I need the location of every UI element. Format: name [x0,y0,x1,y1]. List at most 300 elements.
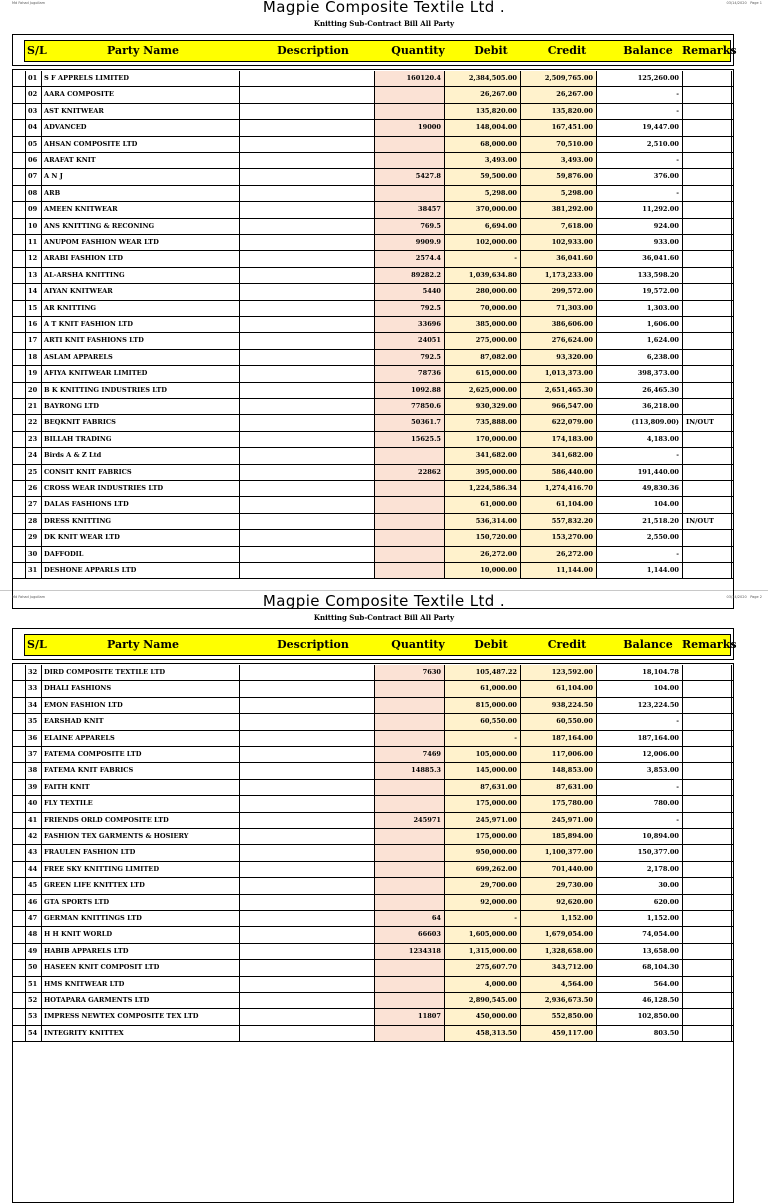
balance-cell: 102,850.00 [596,1009,682,1024]
table-body [12,663,734,1203]
debit-cell: 26,272.00 [444,547,520,562]
credit-cell: 966,547.00 [520,399,596,414]
balance-cell: 1,624.00 [596,333,682,348]
debit-cell: 2,890,545.00 [444,993,520,1008]
description-cell [239,993,374,1008]
quantity-cell: 792.5 [374,350,444,365]
quantity-cell: 77850.6 [374,399,444,414]
description-cell [239,665,374,680]
debit-cell: 6,694.00 [444,219,520,234]
remarks-cell [682,845,732,860]
party-name-cell: A N J [41,169,239,184]
table-header-box [12,34,737,66]
col-sl-cell: 04 [25,120,41,135]
remarks-cell [682,186,732,201]
header-remarks: Remarks [682,44,737,57]
party-name-cell: AST KNITWEAR [41,104,239,119]
header-sl: S/L [27,44,47,57]
quantity-cell [374,153,444,168]
credit-cell: 36,041.60 [520,251,596,266]
debit-cell: 815,000.00 [444,698,520,713]
balance-cell: 46,128.50 [596,993,682,1008]
header-quantity: Quantity [391,44,445,57]
col-sl-cell: 52 [25,993,41,1008]
remarks-cell [682,448,732,463]
debit-cell: 950,000.00 [444,845,520,860]
remarks-cell [682,235,732,250]
party-name-cell: AARA COMPOSITE [41,87,239,102]
party-name-cell: AR KNITTING [41,301,239,316]
table-row [13,547,733,563]
description-cell [239,698,374,713]
table-row [13,1026,733,1042]
remarks-cell [682,862,732,877]
quantity-cell [374,780,444,795]
debit-cell: 450,000.00 [444,1009,520,1024]
balance-cell: 376.00 [596,169,682,184]
table-row [13,383,733,399]
remarks-cell: IN/OUT [682,415,732,430]
balance-cell: 1,303.00 [596,301,682,316]
credit-cell: 3,493.00 [520,153,596,168]
table-header-box [12,628,737,660]
credit-cell: 276,624.00 [520,333,596,348]
quantity-cell [374,878,444,893]
col-sl-cell: 12 [25,251,41,266]
credit-cell: 11,144.00 [520,563,596,578]
description-cell [239,1026,374,1041]
party-name-cell: ARAFAT KNIT [41,153,239,168]
debit-cell: 370,000.00 [444,202,520,217]
credit-cell: 622,079.00 [520,415,596,430]
quantity-cell [374,137,444,152]
quantity-cell [374,104,444,119]
debit-cell: 175,000.00 [444,829,520,844]
quantity-cell: 22862 [374,465,444,480]
debit-cell: - [444,251,520,266]
debit-cell: 68,000.00 [444,137,520,152]
col-sl-cell: 31 [25,563,41,578]
description-cell [239,862,374,877]
party-name-cell: BAYRONG LTD [41,399,239,414]
credit-cell: 1,679,054.00 [520,927,596,942]
party-name-cell: AL-ARSHA KNITTING [41,268,239,283]
remarks-cell [682,547,732,562]
credit-cell: 117,006.00 [520,747,596,762]
remarks-cell [682,284,732,299]
remarks-cell [682,87,732,102]
table-row [13,284,733,300]
credit-cell: 26,272.00 [520,547,596,562]
party-name-cell: AFIYA KNITWEAR LIMITED [41,366,239,381]
col-sl-cell: 18 [25,350,41,365]
balance-cell: 104.00 [596,497,682,512]
col-sl-cell: 19 [25,366,41,381]
remarks-cell [682,120,732,135]
header-author: Md Fahad Jugollam [12,595,46,599]
header-date: 03/14/2020 [726,1,747,5]
credit-cell: 174,183.00 [520,432,596,447]
debit-cell: 2,384,505.00 [444,71,520,86]
description-cell [239,350,374,365]
balance-cell: 74,054.00 [596,927,682,942]
party-name-cell: AMEEN KNITWEAR [41,202,239,217]
table-row [13,927,733,943]
remarks-cell [682,895,732,910]
party-name-cell: Birds A & Z Ltd [41,448,239,463]
remarks-cell [682,813,732,828]
party-name-cell: EMON FASHION LTD [41,698,239,713]
header-page-number: Page 1 [750,1,762,5]
credit-cell: 26,267.00 [520,87,596,102]
remarks-cell [682,317,732,332]
debit-cell: 87,082.00 [444,350,520,365]
remarks-cell [682,219,732,234]
quantity-cell [374,993,444,1008]
balance-cell: 36,218.00 [596,399,682,414]
remarks-cell [682,1009,732,1024]
col-sl-cell: 01 [25,71,41,86]
table-row [13,235,733,251]
party-name-cell: DRESS KNITTING [41,514,239,529]
header-sl: S/L [27,638,47,651]
balance-cell: 49,830.36 [596,481,682,496]
header-date: 03/14/2020 [726,595,747,599]
credit-cell: 185,894.00 [520,829,596,844]
quantity-cell: 14885.3 [374,763,444,778]
report-subtitle: Knitting Sub-Contract Bill All Party [313,19,455,28]
table-row [13,219,733,235]
party-name-cell: HABIB APPARELS LTD [41,944,239,959]
col-sl-cell: 09 [25,202,41,217]
remarks-cell [682,563,732,578]
header-credit: Credit [547,44,587,57]
col-sl-cell: 44 [25,862,41,877]
balance-cell: 2,510.00 [596,137,682,152]
table-row [13,169,733,185]
party-name-cell: BILLAH TRADING [41,432,239,447]
quantity-cell: 5440 [374,284,444,299]
credit-cell: 381,292.00 [520,202,596,217]
party-name-cell: B K KNITTING INDUSTRIES LTD [41,383,239,398]
table-row [13,137,733,153]
quantity-cell [374,714,444,729]
remarks-cell [682,153,732,168]
description-cell [239,530,374,545]
debit-cell: - [444,911,520,926]
remarks-cell [682,497,732,512]
description-cell [239,731,374,746]
credit-cell: 92,620.00 [520,895,596,910]
description-cell [239,137,374,152]
description-cell [239,104,374,119]
report-title: Magpie Composite Textile Ltd . [262,0,506,16]
col-sl-cell: 23 [25,432,41,447]
remarks-cell [682,383,732,398]
debit-cell: 70,000.00 [444,301,520,316]
credit-cell: 386,606.00 [520,317,596,332]
credit-cell: 93,320.00 [520,350,596,365]
description-cell [239,944,374,959]
col-sl-cell: 40 [25,796,41,811]
debit-cell: 930,329.00 [444,399,520,414]
party-name-cell: INTEGRITY KNITTEX [41,1026,239,1041]
balance-cell: 564.00 [596,977,682,992]
table-row [13,813,733,829]
table-header-row [24,40,737,62]
remarks-cell [682,481,732,496]
balance-cell: - [596,813,682,828]
description-cell [239,383,374,398]
description-cell [239,895,374,910]
debit-cell: 536,314.00 [444,514,520,529]
table-row [13,1009,733,1025]
party-name-cell: DIRD COMPOSITE TEXTILE LTD [41,665,239,680]
report-title: Magpie Composite Textile Ltd . [262,592,506,610]
remarks-cell [682,927,732,942]
party-name-cell: HASEEN KNIT COMPOSIT LTD [41,960,239,975]
party-name-cell: HMS KNITWEAR LTD [41,977,239,992]
credit-cell: 7,618.00 [520,219,596,234]
table-row [13,268,733,284]
credit-cell: 71,303.00 [520,301,596,316]
quantity-cell [374,960,444,975]
header-remarks: Remarks [682,638,737,651]
table-row [13,333,733,349]
report-page-2 [0,592,768,1037]
balance-cell: (113,809.00) [596,415,682,430]
table-row [13,960,733,976]
party-name-cell: GTA SPORTS LTD [41,895,239,910]
col-sl-cell: 16 [25,317,41,332]
table-row [13,186,733,202]
quantity-cell [374,448,444,463]
col-sl-cell: 53 [25,1009,41,1024]
quantity-cell: 24051 [374,333,444,348]
balance-cell: 620.00 [596,895,682,910]
table-row [13,104,733,120]
header-balance: Balance [623,44,673,57]
quantity-cell [374,845,444,860]
col-sl-cell: 28 [25,514,41,529]
credit-cell: 70,510.00 [520,137,596,152]
remarks-cell [682,71,732,86]
credit-cell: 59,876.00 [520,169,596,184]
table-row [13,432,733,448]
remarks-cell [682,530,732,545]
remarks-cell [682,944,732,959]
table-row [13,301,733,317]
party-name-cell: H H KNIT WORLD [41,927,239,942]
description-cell [239,284,374,299]
credit-cell: 343,712.00 [520,960,596,975]
col-sl-cell: 47 [25,911,41,926]
quantity-cell [374,681,444,696]
credit-cell: 87,631.00 [520,780,596,795]
balance-cell: 133,598.20 [596,268,682,283]
balance-cell: 780.00 [596,796,682,811]
quantity-cell: 50361.7 [374,415,444,430]
remarks-cell [682,251,732,266]
party-name-cell: ARTI KNIT FASHIONS LTD [41,333,239,348]
header-party-name: Party Name [106,44,180,57]
credit-cell: 701,440.00 [520,862,596,877]
remarks-cell [682,268,732,283]
credit-cell: 245,971.00 [520,813,596,828]
debit-cell: 87,631.00 [444,780,520,795]
remarks-cell [682,698,732,713]
party-name-cell: CONSIT KNIT FABRICS [41,465,239,480]
quantity-cell: 7469 [374,747,444,762]
balance-cell: 26,465.30 [596,383,682,398]
table-row [13,796,733,812]
debit-cell: 385,000.00 [444,317,520,332]
quantity-cell [374,977,444,992]
debit-cell: 280,000.00 [444,284,520,299]
description-cell [239,796,374,811]
balance-cell: 924.00 [596,219,682,234]
table-row [13,878,733,894]
debit-cell: 395,000.00 [444,465,520,480]
party-name-cell: FRIENDS ORLD COMPOSITE LTD [41,813,239,828]
col-sl-cell: 17 [25,333,41,348]
balance-cell: 19,447.00 [596,120,682,135]
party-name-cell: IMPRESS NEWTEX COMPOSITE TEX LTD [41,1009,239,1024]
col-sl-cell: 43 [25,845,41,860]
quantity-cell: 160120.4 [374,71,444,86]
credit-cell: 1,152.00 [520,911,596,926]
header-balance: Balance [623,638,673,651]
balance-cell: 2,178.00 [596,862,682,877]
header-debit: Debit [474,638,508,651]
remarks-cell [682,878,732,893]
remarks-cell [682,366,732,381]
party-name-cell: DK KNIT WEAR LTD [41,530,239,545]
quantity-cell [374,862,444,877]
quantity-cell [374,563,444,578]
party-name-cell: GERMAN KNITTINGS LTD [41,911,239,926]
table-row [13,465,733,481]
balance-cell: 11,292.00 [596,202,682,217]
balance-cell: 30.00 [596,878,682,893]
debit-cell: 341,682.00 [444,448,520,463]
party-name-cell: A T KNIT FASHION LTD [41,317,239,332]
balance-cell: - [596,780,682,795]
remarks-cell [682,1026,732,1041]
table-body [12,69,734,609]
credit-cell: 586,440.00 [520,465,596,480]
balance-cell: 150,377.00 [596,845,682,860]
remarks-cell [682,829,732,844]
credit-cell: 153,270.00 [520,530,596,545]
balance-cell: 2,550.00 [596,530,682,545]
header-author: Md Fahad Jugollam [12,1,46,5]
credit-cell: 5,298.00 [520,186,596,201]
remarks-cell [682,665,732,680]
remarks-cell [682,350,732,365]
balance-cell: 933.00 [596,235,682,250]
balance-cell: 1,144.00 [596,563,682,578]
table-row [13,862,733,878]
table-row [13,563,733,579]
description-cell [239,202,374,217]
table-row [13,895,733,911]
col-sl-cell: 33 [25,681,41,696]
table-row [13,448,733,464]
remarks-cell [682,137,732,152]
description-cell [239,977,374,992]
col-sl-cell: 25 [25,465,41,480]
balance-cell: 803.50 [596,1026,682,1041]
remarks-cell [682,169,732,184]
debit-cell: 29,700.00 [444,878,520,893]
debit-cell: 699,262.00 [444,862,520,877]
col-sl-cell: 14 [25,284,41,299]
table-row [13,251,733,267]
description-cell [239,780,374,795]
balance-cell: 10,894.00 [596,829,682,844]
balance-cell: - [596,448,682,463]
description-cell [239,763,374,778]
quantity-cell [374,481,444,496]
description-cell [239,547,374,562]
col-sl-cell: 05 [25,137,41,152]
description-cell [239,333,374,348]
description-cell [239,219,374,234]
description-cell [239,878,374,893]
balance-cell: - [596,153,682,168]
quantity-cell: 64 [374,911,444,926]
credit-cell: 1,100,377.00 [520,845,596,860]
quantity-cell: 1092.88 [374,383,444,398]
debit-cell: - [444,731,520,746]
debit-cell: 245,971.00 [444,813,520,828]
col-sl-cell: 50 [25,960,41,975]
col-sl-cell: 34 [25,698,41,713]
balance-cell: 1,152.00 [596,911,682,926]
party-name-cell: HOTAPARA GARMENTS LTD [41,993,239,1008]
party-name-cell: ADVANCED [41,120,239,135]
header-description: Description [277,638,349,651]
balance-cell: - [596,547,682,562]
col-sl-cell: 06 [25,153,41,168]
quantity-cell: 38457 [374,202,444,217]
credit-cell: 2,509,765.00 [520,71,596,86]
party-name-cell: FATEMA COMPOSITE LTD [41,747,239,762]
credit-cell: 135,820.00 [520,104,596,119]
credit-cell: 61,104.00 [520,681,596,696]
remarks-cell [682,780,732,795]
debit-cell: 148,004.00 [444,120,520,135]
report-subtitle: Knitting Sub-Contract Bill All Party [313,613,455,622]
balance-cell: 68,104.30 [596,960,682,975]
debit-cell: 150,720.00 [444,530,520,545]
party-name-cell: ELAINE APPARELS [41,731,239,746]
remarks-cell [682,796,732,811]
quantity-cell: 5427.8 [374,169,444,184]
party-name-cell: ARB [41,186,239,201]
balance-cell: 123,224.50 [596,698,682,713]
quantity-cell: 15625.5 [374,432,444,447]
debit-cell: 135,820.00 [444,104,520,119]
col-sl-cell: 41 [25,813,41,828]
table-row [13,698,733,714]
remarks-cell [682,731,732,746]
quantity-cell: 9909.9 [374,235,444,250]
description-cell [239,169,374,184]
col-sl-cell: 27 [25,497,41,512]
description-cell [239,448,374,463]
